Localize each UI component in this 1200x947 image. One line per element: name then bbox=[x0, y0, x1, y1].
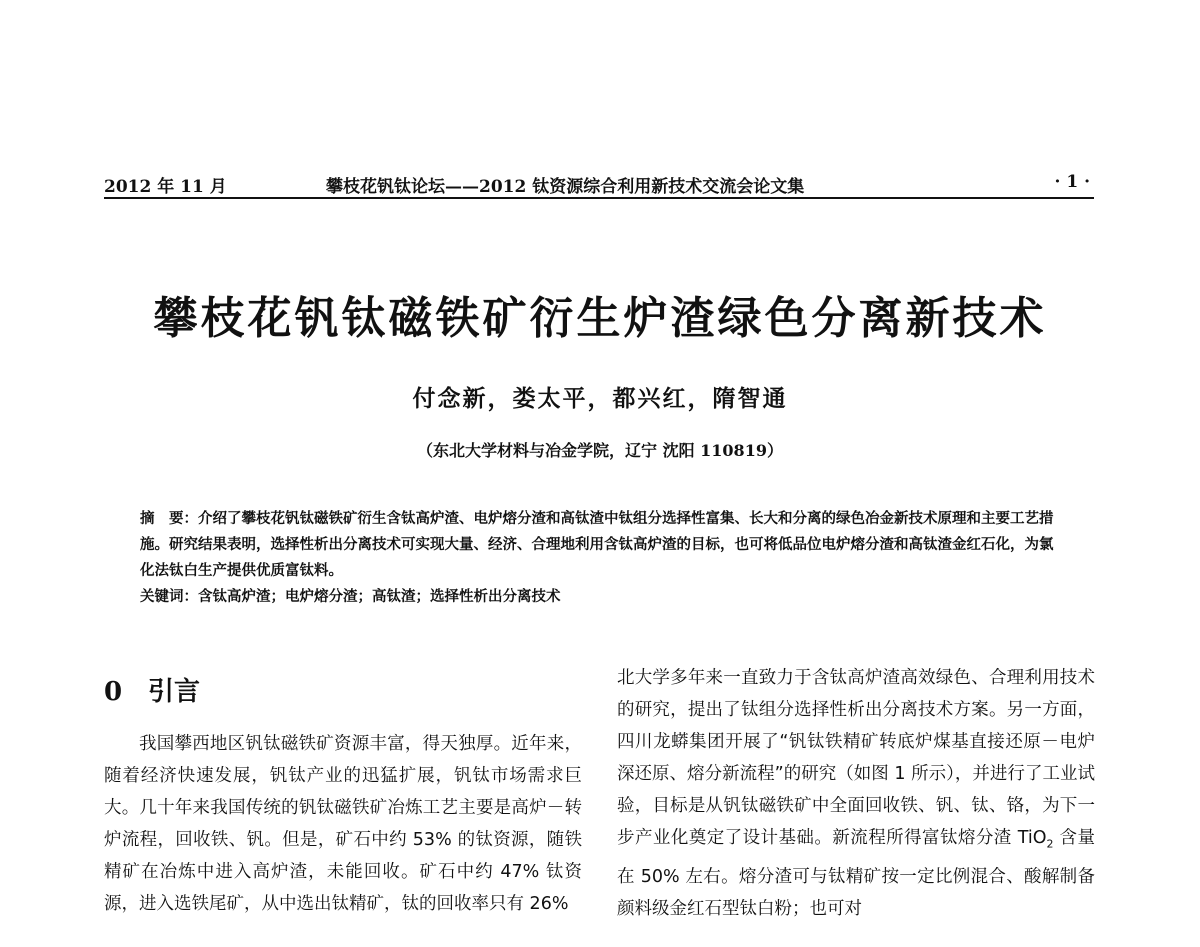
paper-affiliation: （东北大学材料与冶金学院，辽宁 沈阳 110819） bbox=[417, 441, 783, 460]
section-title: 引言 bbox=[148, 677, 201, 707]
header-date: 2012 年 11 月 bbox=[104, 177, 227, 197]
right-text-part-2: 含量在 50% 左右。熔分渣可与钛精矿按一定比例混合、酸解制备颜料级金红石型钛白粉；也可对 bbox=[617, 828, 1095, 919]
intro-paragraph: 我国攀西地区钒钛磁铁矿资源丰富，得天独厚。近年来，随着经济快速发展，钒钛产业的迅猛扩展，钒钛市场需求巨大。几十年来我国传统的钒钛磁铁矿冶炼工艺主要是高炉－转炉流程，回收铁、钒。但是，矿石中约 53% 的钛资源，随铁精矿在冶炼中进入高炉渣，未能回收。矿石中约 47% 钛资源，进入选铁尾矿，从中选出钛精矿，钛的回收率只有 26% bbox=[104, 734, 582, 914]
abstract-block bbox=[140, 506, 1060, 610]
header-rule bbox=[104, 197, 1094, 199]
abstract-paragraph bbox=[140, 506, 1060, 584]
tio2-subscript: 2 bbox=[1046, 837, 1054, 851]
paper-title: 攀枝花钒钛磁铁矿衍生炉渣绿色分离新技术 bbox=[153, 293, 1047, 344]
section-number: 0 bbox=[104, 677, 123, 707]
left-column bbox=[104, 662, 582, 920]
right-text-part-1: 北大学多年来一直致力于含钛高炉渣高效绿色、合理利用技术的研究，提出了钛组分选择性析出分离技术方案。另一方面，四川龙蟒集团开展了“钒钛铁精矿转底炉煤基直接还原－电炉深还原、熔分新流程”的研究（如图 1 所示），并进行了工业试验，目标是从钒钛磁铁矿中全面回收铁、钒、钛、铬，为下一步产业化奠定了设计基础。新流程所得富钛熔分渣 TiO bbox=[617, 668, 1095, 848]
right-column bbox=[617, 662, 1095, 925]
keywords-paragraph bbox=[140, 584, 1060, 610]
keywords-text: 含钛高炉渣；电炉熔分渣；高钛渣；选择性析出分离技术 bbox=[198, 588, 561, 605]
section-heading bbox=[104, 668, 582, 716]
abstract-label: 摘 要： bbox=[140, 510, 198, 527]
paper-authors: 付念新，娄太平，都兴红，隋智通 bbox=[412, 385, 788, 412]
running-header bbox=[104, 170, 1094, 196]
header-journal: 攀枝花钒钛论坛——2012 钛资源综合利用新技术交流会论文集 bbox=[326, 177, 805, 197]
abstract-text: 介绍了攀枝花钒钛磁铁矿衍生含钛高炉渣、电炉熔分渣和高钛渣中钛组分选择性富集、长大和分离的绿色冶金新技术原理和主要工艺措施。研究结果表明，选择性析出分离技术可实现大量、经济、合理地利用含钛高炉渣的目标，也可将低品位电炉熔分渣和高钛渣金红石化，为氯化法钛白生产提供优质富钛料。 bbox=[140, 510, 1054, 579]
right-column-paragraph bbox=[617, 662, 1095, 925]
header-page-number: · 1 · bbox=[1054, 172, 1090, 192]
keywords-label: 关键词： bbox=[140, 588, 198, 605]
